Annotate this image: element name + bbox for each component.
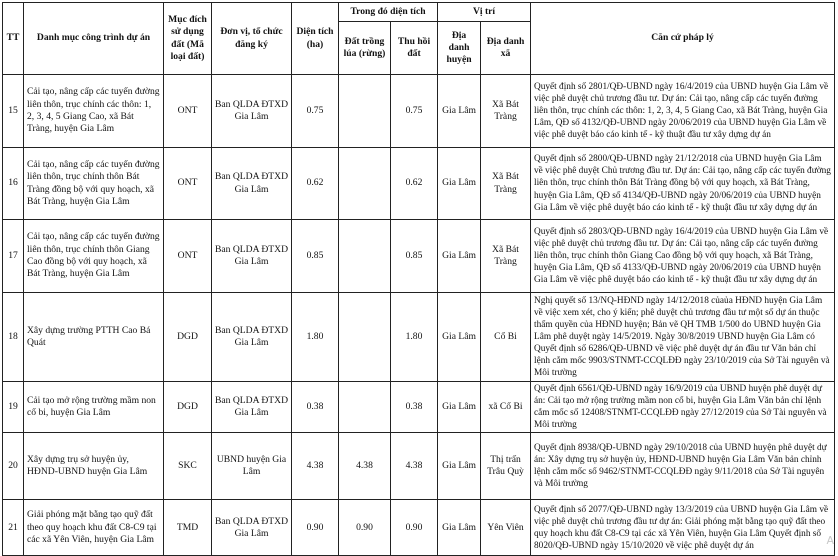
cell-registering-unit: UBND huyện Gia Lâm: [212, 433, 292, 500]
table-row: [3, 500, 835, 556]
header-tt: TT: [3, 3, 24, 75]
cell-land-purpose: DGD: [164, 382, 212, 433]
cell-tt: 21: [3, 500, 24, 556]
cell-commune: Xã Bát Tràng: [481, 148, 531, 220]
cell-project-name: Cải tạo, nâng cấp các tuyến đường liên thôn, trục chính thôn Bát Tràng đồng bộ với quy hoạch, xã Bát Tràng, huyện Gia Lâm: [24, 148, 164, 220]
cell-commune: Thị trấn Trâu Quỳ: [481, 433, 531, 500]
cell-area: 0.38: [292, 382, 339, 433]
cell-rice-land: [339, 293, 391, 382]
cell-legal-basis: Quyết định số 2801/QĐ-UBND ngày 16/4/2019 của UBND huyện Gia Lâm về việc phê duyệt chủ trương đầu tư. Dự án: Cải tạo, nâng cấp các tuyến đường liên thôn, trục chính các thôn: 1, 2, 3, 4, 5 Giang Cao, xã Bát Tràng, huyện Gia Lâm, QĐ số 4132/QĐ-UBND ngày 20/06/2019 của UBND huyện Gia Lâm về việc phê duyệt báo cáo kinh tế - kỹ thuật đầu tư xây dựng dự án: [531, 75, 835, 148]
cell-district: Gia Lâm: [438, 148, 481, 220]
cell-registering-unit: Ban QLDA ĐTXD Gia Lâm: [212, 293, 292, 382]
header-of-which-area: Trong đó diện tích: [339, 3, 438, 22]
cell-registering-unit: Ban QLDA ĐTXD Gia Lâm: [212, 75, 292, 148]
cell-land-recovery: 0.38: [391, 382, 438, 433]
cell-project-name: Xây dựng trụ sở huyện ủy, HĐND-UBND huyện Gia Lâm: [24, 433, 164, 500]
cell-commune: Xã Bát Tràng: [481, 220, 531, 293]
cell-area: 0.90: [292, 500, 339, 556]
cell-legal-basis: Nghị quyết số 13/NQ-HĐND ngày 14/12/2018 củaủa HĐND huyện Gia Lâm về việc xem xét, cho ý kiến; phê duyệt chủ trương đầu tư một số dự án thuộc thẩm quyền của HĐND huyện; Bản vẽ QH TMB 1/500 do UBND huyện Gia Lâm phê duyệt ngày 14/5/2019. Ngày 30/8/2019 UBND huyện Gia Lâm có Quyết định số 6286/QĐ-UBND về việc phê duyệt dự án đầu tư Văn bản chỉ lệnh cắm mốc 9903/STNMT-CCQLĐĐ ngày 23/10/2019 của Sở Tài nguyên và Môi trường: [531, 293, 835, 382]
cell-legal-basis: Quyết định số 2077/QĐ-UBND ngày 13/3/2019 của UBND huyện Gia Lâm về việc phê duyệt chủ trương đầu tư dự án: Giải phóng mặt bằng tạo quỹ đất theo quy hoạch khu đất C8-C9 tại các xã Yên Viên, huyện Gia Lâm Quyết định số 8020/QĐ-UBND ngày 15/10/2020 về việc phê duyệt dự án: [531, 500, 835, 556]
cell-rice-land: 0.90: [339, 500, 391, 556]
header-land-recovery: Thu hồi đất: [391, 22, 438, 75]
cell-registering-unit: Ban QLDA ĐTXD Gia Lâm: [212, 220, 292, 293]
cell-land-recovery: 0.62: [391, 148, 438, 220]
header-row-top: [3, 3, 835, 22]
corner-watermark: A: [826, 534, 834, 547]
cell-district: Gia Lâm: [438, 433, 481, 500]
cell-legal-basis: Quyết định số 2803/QĐ-UBND ngày 16/4/2019 của UBND huyện Gia Lâm về việc phê duyệt chủ trương đầu tư. Dự án: Cải tạo, nâng cấp các tuyến đường liên thôn, trục chính thôn Giang Cao đồng bộ với quy hoạch, xã Bát Tràng, huyện Gia Lâm, QĐ số 4133/QĐ-UBND ngày 20/06/2019 của UBND huyện Gia Lâm về việc phê duyệt báo cáo kinh tế - kỹ thuật đầu tư xây dựng dự án: [531, 220, 835, 293]
cell-land-purpose: ONT: [164, 148, 212, 220]
table-row: [3, 220, 835, 293]
header-location: Vị trí: [438, 3, 531, 22]
land-use-project-table: [2, 2, 835, 556]
header-land-purpose: Mục đích sử dụng đất (Mã loại đất): [164, 3, 212, 75]
cell-rice-land: [339, 75, 391, 148]
cell-commune: Yên Viên: [481, 500, 531, 556]
header-rice-land: Đất trồng lúa (rừng): [339, 22, 391, 75]
cell-project-name: Giải phóng mặt bằng tạo quỹ đất theo quy hoạch khu đất C8-C9 tại các xã Yên Viên, huyện Gia Lâm: [24, 500, 164, 556]
cell-district: Gia Lâm: [438, 382, 481, 433]
cell-rice-land: [339, 382, 391, 433]
cell-land-recovery: 0.85: [391, 220, 438, 293]
cell-project-name: Cải tạo mở rộng trường mầm non cổ bi, huyện Gia Lâm: [24, 382, 164, 433]
cell-tt: 18: [3, 293, 24, 382]
cell-land-recovery: 1.80: [391, 293, 438, 382]
cell-registering-unit: Ban QLDA ĐTXD Gia Lâm: [212, 382, 292, 433]
table-row: [3, 75, 835, 148]
table-row: [3, 382, 835, 433]
cell-legal-basis: Quyết định 6561/QĐ-UBND ngày 16/9/2019 của UBND huyện phê duyệt dự án: Cải tạo mở rộng trường mầm non cổ bi, huyện Gia Lâm Văn bản chỉ lệnh cắm mốc số 12408/STNMT-CCQLĐĐ ngày 27/12/2019 của Sở Tài nguyên và Môi trường: [531, 382, 835, 433]
cell-district: Gia Lâm: [438, 220, 481, 293]
cell-area: 1.80: [292, 293, 339, 382]
header-commune: Địa danh xã: [481, 22, 531, 75]
cell-land-purpose: TMD: [164, 500, 212, 556]
cell-district: Gia Lâm: [438, 293, 481, 382]
cell-area: 0.85: [292, 220, 339, 293]
cell-tt: 19: [3, 382, 24, 433]
cell-legal-basis: Quyết định 8938/QĐ-UBND ngày 29/10/2018 của UBND huyện phê duyệt dự án: Xây dựng trụ sở huyện ủy, HĐND-UBND huyện Gia Lâm Văn bản chỉnh lệnh cắm mốc số 9462/STNMT-CCQLĐĐ ngày 9/11/2018 của Sở Tài nguyên và Môi trường: [531, 433, 835, 500]
cell-legal-basis: Quyết định số 2800/QĐ-UBND ngày 21/12/2018 của UBND huyện Gia Lâm về việc phê duyệt Chủ trương đầu tư. Dự án: Cải tạo, nâng cấp các tuyến đường liên thôn, trục chính thôn Bát Tràng đồng bộ với quy hoạch, xã Bát Tràng, huyện Gia Lâm, QĐ số 4134/QĐ-UBND ngày 20/06/2019 của UBND huyện Gia Lâm về việc phê duyệt báo cáo kinh tế - kỹ thuật đầu tư xây dựng dự án: [531, 148, 835, 220]
table-row: [3, 148, 835, 220]
cell-land-purpose: SKC: [164, 433, 212, 500]
header-registering-unit: Đơn vị, tổ chức đăng ký: [212, 3, 292, 75]
header-legal-basis: Căn cứ pháp lý: [531, 3, 835, 75]
cell-rice-land: 4.38: [339, 433, 391, 500]
cell-registering-unit: Ban QLDA ĐTXD Gia Lâm: [212, 148, 292, 220]
table-row: [3, 293, 835, 382]
cell-land-purpose: ONT: [164, 220, 212, 293]
cell-rice-land: [339, 220, 391, 293]
header-district: Địa danh huyện: [438, 22, 481, 75]
cell-commune: xã Cổ Bi: [481, 382, 531, 433]
cell-tt: 20: [3, 433, 24, 500]
cell-project-name: Cải tạo, nâng cấp các tuyến đường liên thôn, trục chính các thôn: 1, 2, 3, 4, 5 Giang Cao, xã Bát Tràng, huyện Gia Lâm: [24, 75, 164, 148]
cell-commune: Cổ Bi: [481, 293, 531, 382]
cell-area: 4.38: [292, 433, 339, 500]
cell-tt: 17: [3, 220, 24, 293]
cell-tt: 16: [3, 148, 24, 220]
cell-registering-unit: Ban QLDA ĐTXD Gia Lâm: [212, 500, 292, 556]
cell-project-name: Xây dựng trường PTTH Cao Bá Quát: [24, 293, 164, 382]
cell-land-recovery: 0.75: [391, 75, 438, 148]
header-area: Diện tích (ha): [292, 3, 339, 75]
cell-project-name: Cải tạo, nâng cấp các tuyến đường liên thôn, trục chính thôn Giang Cao đồng bộ với quy hoạch, xã Bát Tràng, huyện Gia Lâm: [24, 220, 164, 293]
cell-area: 0.75: [292, 75, 339, 148]
cell-commune: Xã Bát Tràng: [481, 75, 531, 148]
header-project-name: Danh mục công trình dự án: [24, 3, 164, 75]
cell-land-purpose: DGD: [164, 293, 212, 382]
cell-area: 0.62: [292, 148, 339, 220]
cell-district: Gia Lâm: [438, 500, 481, 556]
cell-land-recovery: 0.90: [391, 500, 438, 556]
cell-land-recovery: 4.38: [391, 433, 438, 500]
cell-district: Gia Lâm: [438, 75, 481, 148]
cell-land-purpose: ONT: [164, 75, 212, 148]
cell-rice-land: [339, 148, 391, 220]
table-row: [3, 433, 835, 500]
cell-tt: 15: [3, 75, 24, 148]
